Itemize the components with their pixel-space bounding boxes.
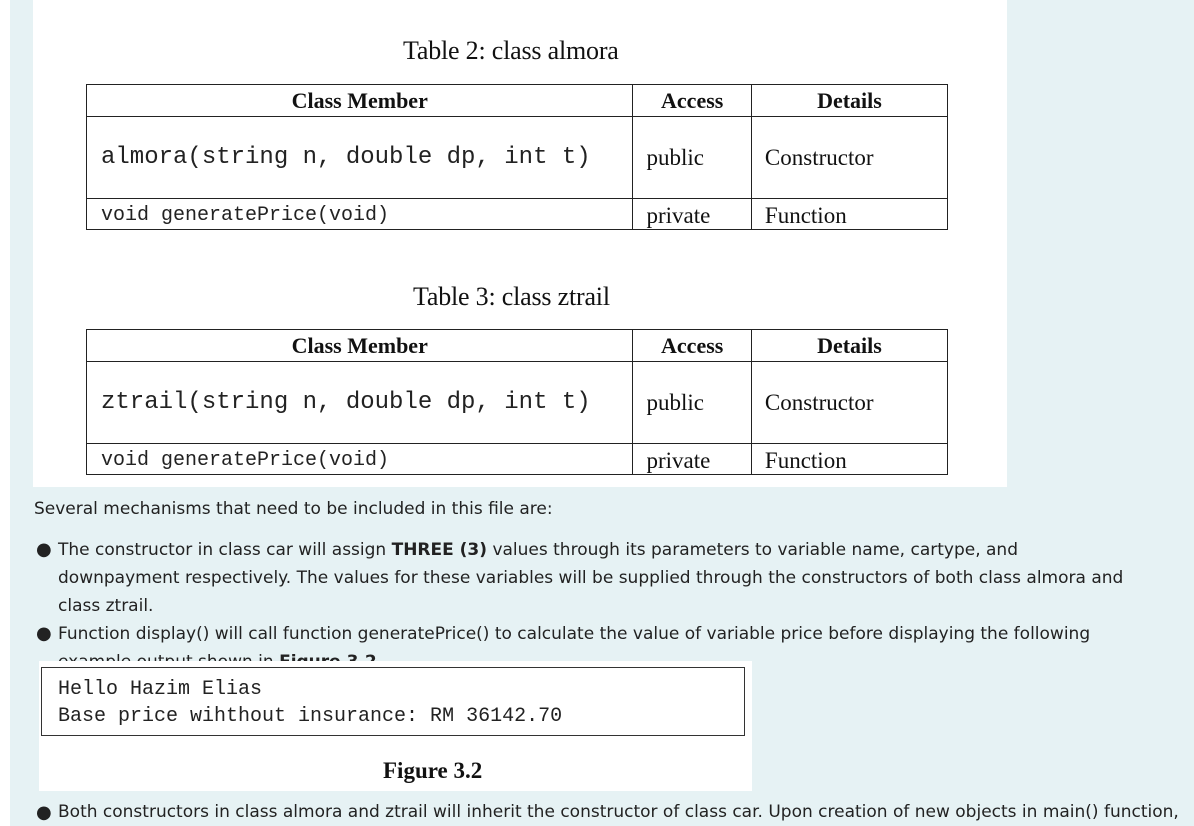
table3-header-details: Details [751,330,947,362]
table2-header-access: Access [633,85,751,117]
bullet1-text-after: values through its parameters to variable name, cartype, and downpayment respectively. The values for these variables will be supplied through the constructors of both class almora and class ztrail. [58,540,1124,616]
table3-row2-member: void generatePrice(void) [87,444,633,475]
table3-class-ztrail [86,329,948,475]
output-line-2: Base price wihthout insurance: RM 36142.70 [58,705,563,728]
table-row [87,117,948,199]
table3-row1-details: Constructor [751,362,947,444]
table-row [87,199,948,230]
bullet3-text: Both constructors in class almora and ztrail will inherit the constructor of class car. Upon creation of new objects in main() function, [58,802,1179,822]
table3-row2-details: Function [751,444,947,475]
table2-row1-access: public [633,117,751,199]
table2-row2-details: Function [751,199,947,230]
table3-row1-member: ztrail(string n, double dp, int t) [87,362,633,444]
table3-row2-access: private [633,444,751,475]
table2-header-details: Details [751,85,947,117]
table2-row1-member: almora(string n, double dp, int t) [87,117,633,199]
example-output-box [41,667,745,736]
table2-row2-member: void generatePrice(void) [87,199,633,230]
bullet-icon: ● [36,802,52,823]
list-item [34,536,1144,620]
bullet-icon: ● [36,539,52,560]
bullet1-text-before: The constructor in class car will assign [58,540,392,560]
output-line-1: Hello Hazim Elias [58,678,263,701]
table3-header-member: Class Member [87,330,633,362]
table2-row2-access: private [633,199,751,230]
table3-header-access: Access [633,330,751,362]
table-row [87,444,948,475]
table3-row1-access: public [633,362,751,444]
table2-caption: Table 2: class almora [403,36,619,65]
bullet-icon: ● [36,623,52,644]
mechanism-list [34,536,1144,676]
list-item [34,802,1179,822]
table-row [87,362,948,444]
bullet1-bold: THREE (3) [391,540,488,560]
table2-header-member: Class Member [87,85,633,117]
intro-paragraph: Several mechanisms that need to be included in this file are: [34,499,553,519]
figure-caption: Figure 3.2 [383,758,483,783]
bullet2-text-before: Function display() will call function generatePrice() to calculate the value of variable price before displaying the following [58,624,1091,644]
table2-class-almora [86,84,948,230]
table2-row1-details: Constructor [751,117,947,199]
table3-caption: Table 3: class ztrail [413,282,610,311]
